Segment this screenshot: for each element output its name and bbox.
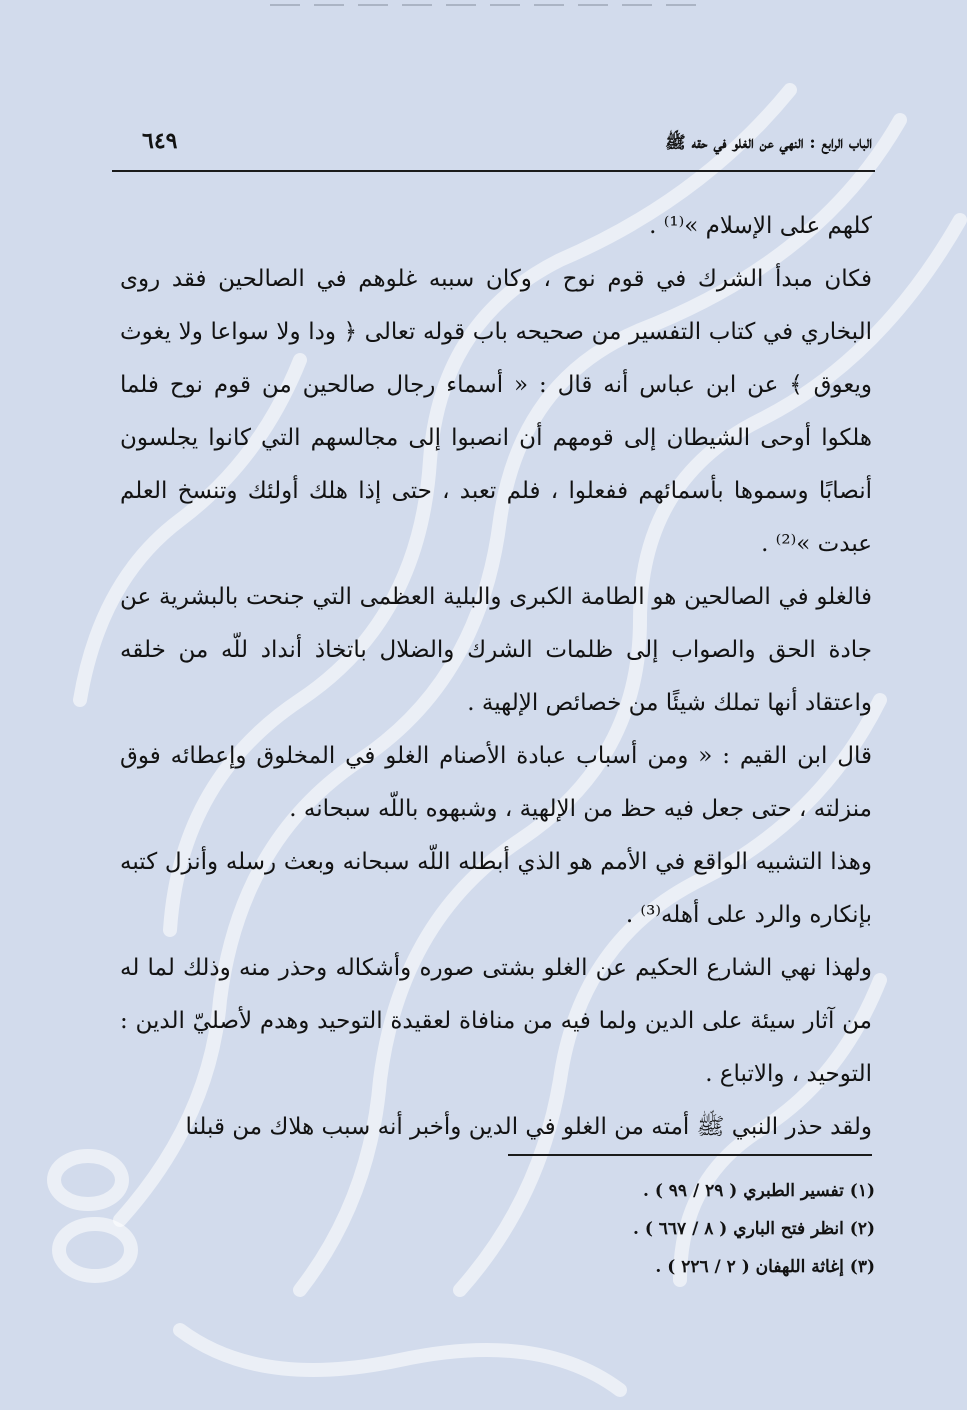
page-number: ٦٤٩ (142, 128, 178, 154)
footnote-2: (٢) انظر فتح الباري ( ٨ / ٦٦٧ ) . (632, 1219, 875, 1239)
running-title: الباب الرابع : النهي عن الغلو في حقه ﷺ (665, 133, 872, 153)
paragraph-7: ولقد حذر النبي ﷺ أمته من الغلو في الدين وأخبر أنه سبب هلاك من قبلنا (185, 1114, 872, 1140)
paragraph-6: ولهذا نهي الشارع الحكيم عن الغلو بشتى صوره وأشكاله وحذر منه وذلك لما له من آثار سيئة على الدين ولما فيه من منافاة لعقيدة التوحيد وهدم لأصليّ الدين : التوحيد ، والاتباع . (120, 955, 872, 1087)
paragraph-3: فالغلو في الصالحين هو الطامة الكبرى والبلية العظمى التي جنحت بالبشرية عن جادة الحق والصواب إلى ظلمات الشرك والضلال باتخاذ أنداد للّه من خلقه واعتقاد أنها تملك شيئًا من خصائص الإلهية . (120, 584, 872, 716)
footnote-separator (508, 1154, 872, 1156)
footnote-3: (٣) إغاثة اللهفان ( ٢ / ٢٢٦ ) . (655, 1257, 875, 1277)
paragraph-4: قال ابن القيم : « ومن أسباب عبادة الأصنام الغلو في المخلوق وإعطائه فوق منزلته ، حتى جعل فيه حظ من الإلهية ، وشبهوه باللّه سبحانه . (120, 743, 872, 822)
footnote-1: (١) تفسير الطبري ( ٢٩ / ٩٩ ) . (642, 1181, 875, 1201)
page-header (112, 128, 872, 168)
paragraph-5: وهذا التشبيه الواقع في الأمم هو الذي أبطله اللّه سبحانه وبعث رسله وأنزل كتبه بإنكاره والرد على أهله⁽³⁾ . (120, 849, 872, 928)
paragraph-2: فكان مبدأ الشرك في قوم نوح ، وكان سببه غلوهم في الصالحين فقد روى البخاري في كتاب التفسير من صحيحه باب قوله تعالى ﴿ ودا ولا سواعا ولا يغوث ويعوق ﴾ عن ابن عباس أنه قال : « أسماء رجال صالحين من قوم نوح فلما هلكوا أوحى الشيطان إلى قومهم أن انصبوا إلى مجالسهم التي كانوا يجلسون أنصابًا وسموها بأسمائهم ففعلوا ، فلم تعبد ، حتى إذا هلك أولئك وتنسخ العلم عبدت »⁽²⁾ . (120, 266, 872, 557)
header-rule (112, 170, 875, 172)
paragraph-1: كلهم على الإسلام »⁽¹⁾ . (649, 213, 872, 239)
main-text (120, 200, 872, 1154)
footnotes (350, 1172, 875, 1286)
top-scan-rule (270, 4, 710, 6)
